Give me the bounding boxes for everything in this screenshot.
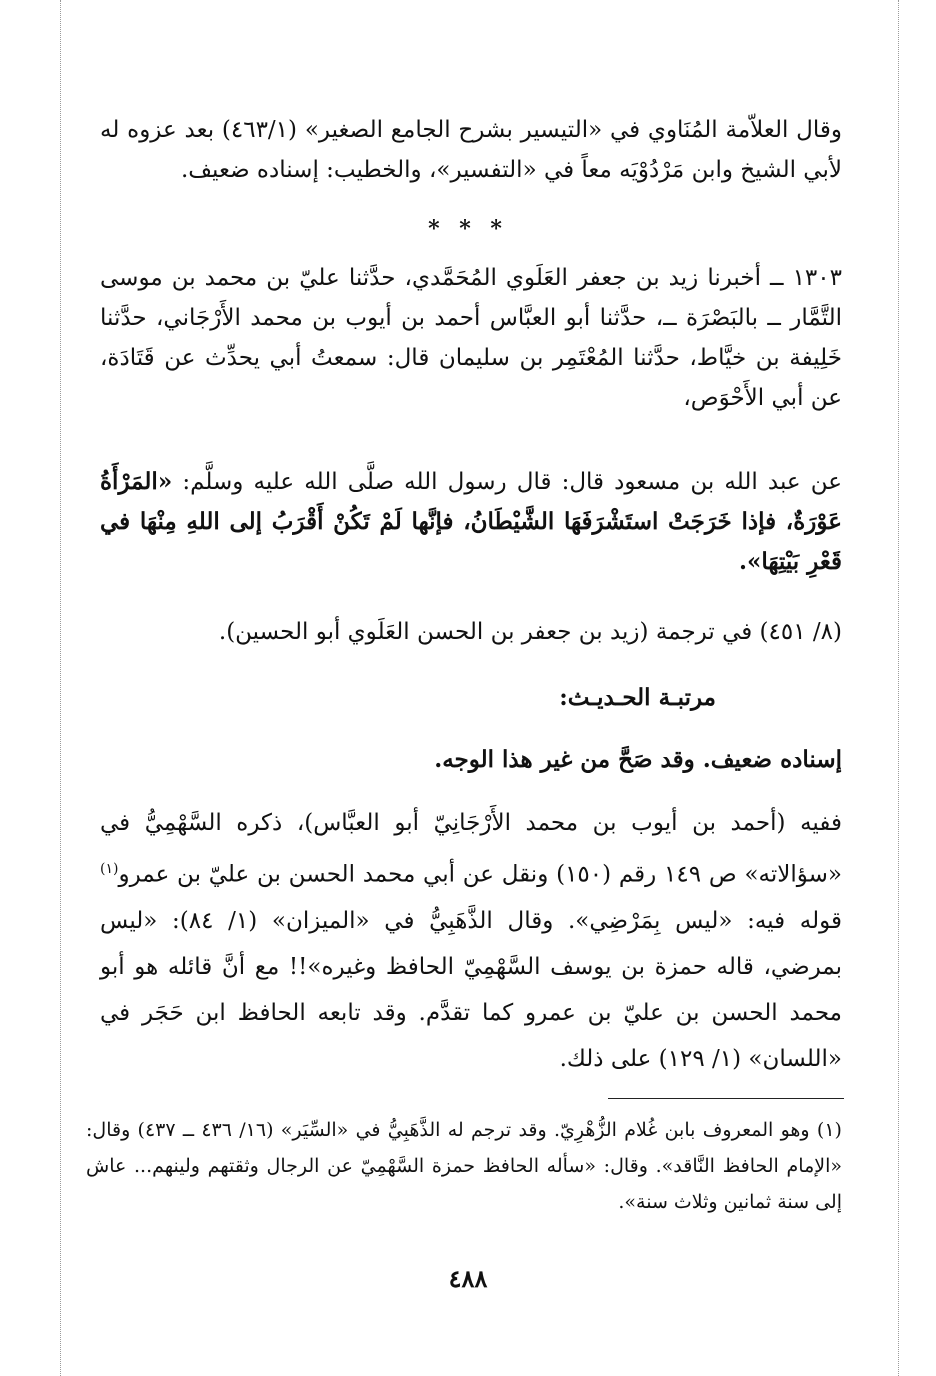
footnote: (١) وهو المعروف بابن غُلام الزُّهْرِيّ. وقد ترجم له الذَّهَبِيُّ في «السِّيَر» (١٦/ ٤٣٦ ــ ٤٣٧) وقال: «الإمام الحافظ النَّاقد». وقال: «سأله الحافظ حمزة السَّهْمِيّ عن الرجال وثقتهم ولينهم... عاش إلى سنة ثمانين وثلاث سنة». xyxy=(86,1119,842,1213)
paragraph-munawi: وقال العلاّمة المُنَاوي في «التيسير بشرح الجامع الصغير» (٤٦٣/١) بعد عزوه له لأبي الشيخ وابن مَرْدُوْيَه معاً في «التفسير»، والخطيب: إسناده ضعيف. xyxy=(100,117,842,183)
page-number: ٤٨٨ xyxy=(448,1264,488,1293)
section-separator: * * * xyxy=(428,216,508,242)
hadith-chain: ١٣٠٣ ــ أخبرنا زيد بن جعفر العَلَوي المُحَمَّدي، حدَّثنا عليّ بن محمد بن موسى التَّمَّار ــ بالبَصْرَة ــ، حدَّثنا أبو العبَّاس أحمد بن أيوب بن محمد الأَرْجَاني، حدَّثنا خَلِيفة بن خيَّاط، حدَّثنا المُعْتَمِر بن سليمان قال: سمعتُ أبي يحدِّث عن قَتَادَة، عن أبي الأَحْوَص، xyxy=(100,265,842,411)
hadith-body xyxy=(100,462,842,582)
hadith-intro: عن عبد الله بن مسعود قال: قال رسول الله صلَّى الله عليه وسلَّم: xyxy=(172,469,842,495)
left-margin-guide xyxy=(60,0,61,1376)
right-margin-guide xyxy=(898,0,899,1376)
footnote-marker[interactable]: (١) xyxy=(100,861,119,877)
source-reference: (٨/ ٤٥١) في ترجمة (زيد بن جعفر بن الحسن العَلَوي أبو الحسين). xyxy=(218,619,842,645)
footnote-divider xyxy=(608,1098,844,1099)
hadith-grade: إسناده ضعيف. وقد صَحَّ من غير هذا الوجه. xyxy=(434,746,842,773)
commentary xyxy=(100,800,842,1082)
section-heading: مرتبـة الحـديـث: xyxy=(559,684,716,711)
commentary-part-1: ففيه (أحمد بن أيوب بن محمد الأَرْجَانِيّ أبو العبَّاس)، ذكره السَّهْمِيُّ في «سؤالاته» ص ١٤٩ رقم (١٥٠) ونقل عن أبي محمد الحسن بن عليّ بن عمرو xyxy=(100,810,842,888)
commentary-part-2: قوله فيه: «ليس بِمَرْضِي». وقال الذَّهَبِيُّ في «الميزان» (١/ ٨٤): «ليس بمرضي، قاله حمزة بن يوسف السَّهْمِيّ الحافظ وغيره»!! مع أنَّ قائله هو أبو محمد الحسن بن عليّ بن عمرو كما تقدَّم. وقد تابعه الحافظ ابن حَجَر في «اللسان» (١/ ١٢٩) على ذلك. xyxy=(100,907,842,1072)
hadith-text: «المَرْأَةُ عَوْرَةٌ، فإذا خَرَجَتْ استَشْرَفَهَا الشَّيْطَانُ، فإنَّها لَمْ تَكُنْ أَقْرَبُ إلى اللهِ مِنْهَا في قَعْرِ بَيْتِهَا». xyxy=(100,468,842,575)
